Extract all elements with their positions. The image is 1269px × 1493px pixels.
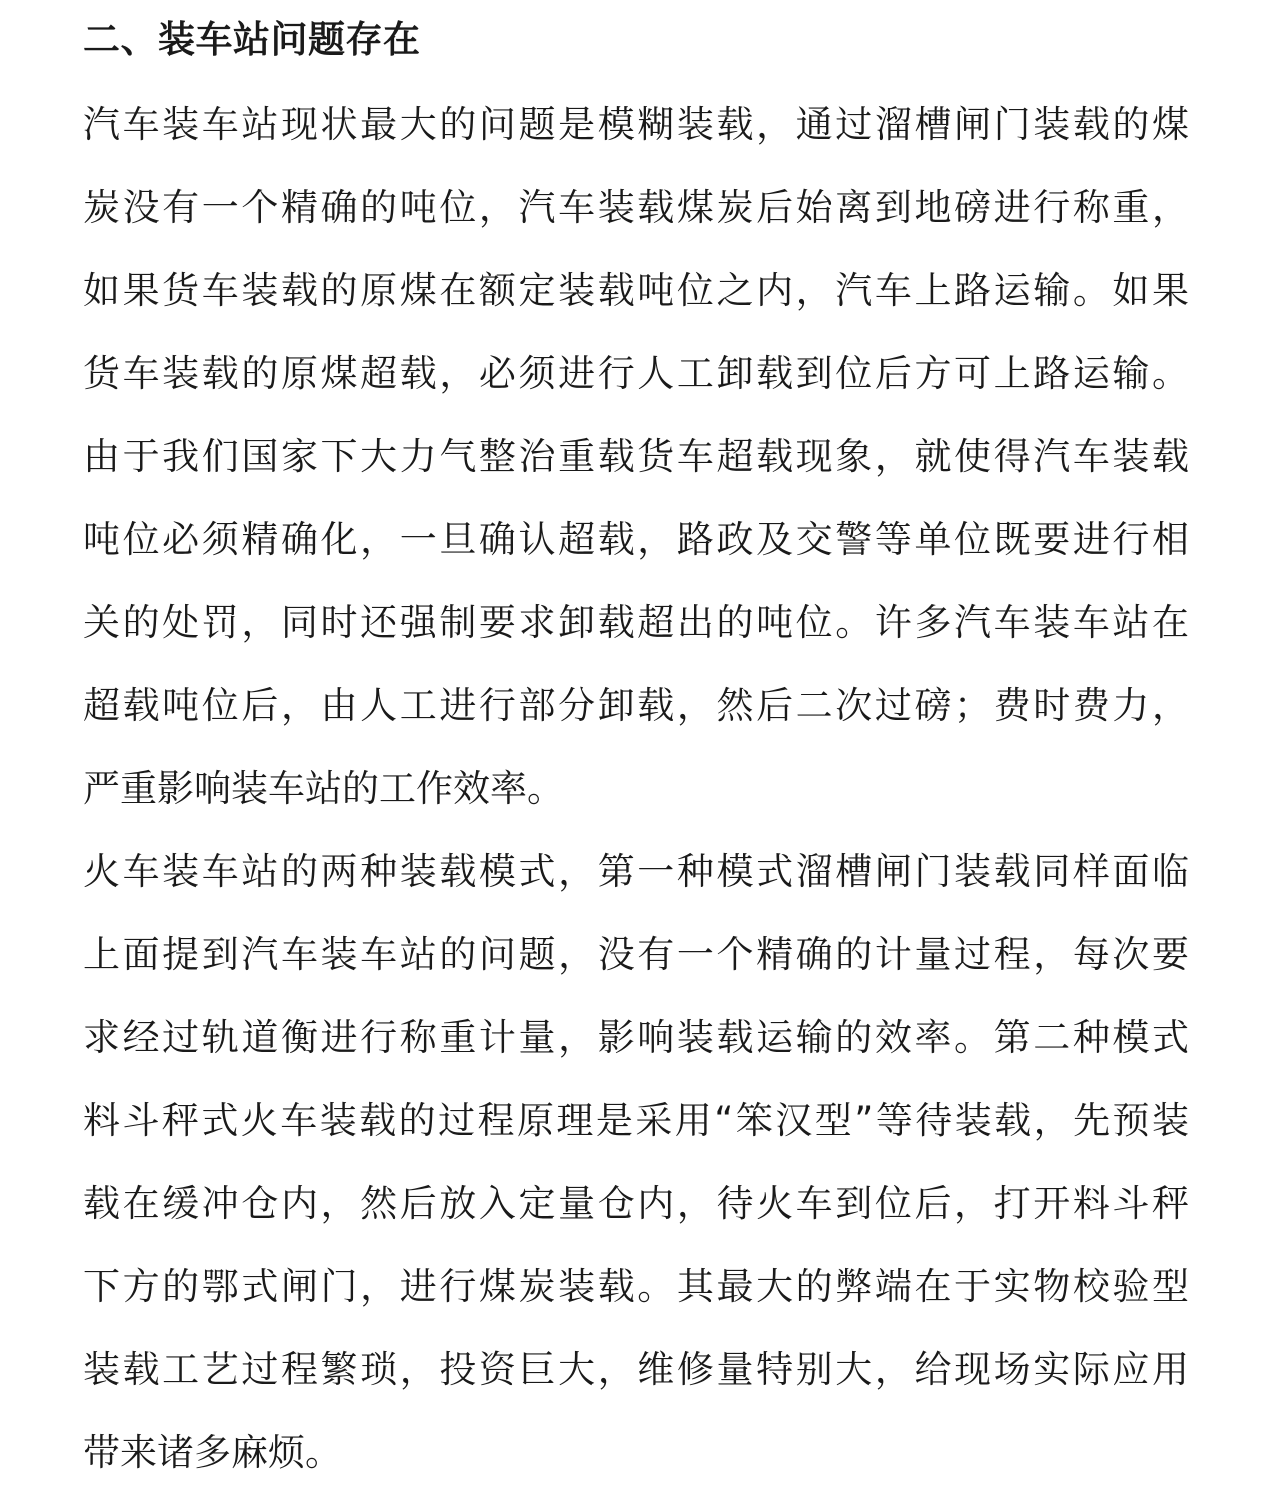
text-line: 由于我们国家下大力气整治重载货车超载现象，就使得汽车装载 bbox=[83, 435, 1189, 478]
text-line: 载在缓冲仓内，然后放入定量仓内，待火车到位后，打开料斗秤 bbox=[83, 1182, 1189, 1225]
text-line: 严重影响装车站的工作效率。 bbox=[83, 767, 564, 810]
text-line: 上面提到汽车装车站的问题，没有一个精确的计量过程，每次要 bbox=[83, 933, 1189, 976]
text-line: 关的处罚，同时还强制要求卸载超出的吨位。许多汽车装车站在 bbox=[83, 601, 1189, 644]
text-line: 下方的鄂式闸门，进行煤炭装载。其最大的弊端在于实物校验型 bbox=[83, 1265, 1189, 1308]
text-line: 火车装车站的两种装载模式，第一种模式溜槽闸门装载同样面临 bbox=[83, 850, 1189, 893]
text-line: 料斗秤式火车装载的过程原理是采用“笨汉型”等待装载，先预装 bbox=[83, 1099, 1189, 1142]
text-line: 吨位必须精确化，一旦确认超载，路政及交警等单位既要进行相 bbox=[83, 518, 1189, 561]
text-line: 带来诸多麻烦。 bbox=[83, 1431, 342, 1474]
text-line: 炭没有一个精确的吨位，汽车装载煤炭后始离到地磅进行称重， bbox=[83, 186, 1189, 229]
text-line: 超载吨位后，由人工进行部分卸载，然后二次过磅；费时费力， bbox=[83, 684, 1189, 727]
section-heading: 二、装车站问题存在 bbox=[83, 18, 421, 61]
text-line: 汽车装车站现状最大的问题是模糊装载，通过溜槽闸门装载的煤 bbox=[83, 103, 1189, 146]
text-line: 货车装载的原煤超载，必须进行人工卸载到位后方可上路运输。 bbox=[83, 352, 1189, 395]
text-line: 如果货车装载的原煤在额定装载吨位之内，汽车上路运输。如果 bbox=[83, 269, 1189, 312]
text-line: 求经过轨道衡进行称重计量，影响装载运输的效率。第二种模式 bbox=[83, 1016, 1189, 1059]
text-line: 装载工艺过程繁琐，投资巨大，维修量特别大，给现场实际应用 bbox=[83, 1348, 1189, 1391]
